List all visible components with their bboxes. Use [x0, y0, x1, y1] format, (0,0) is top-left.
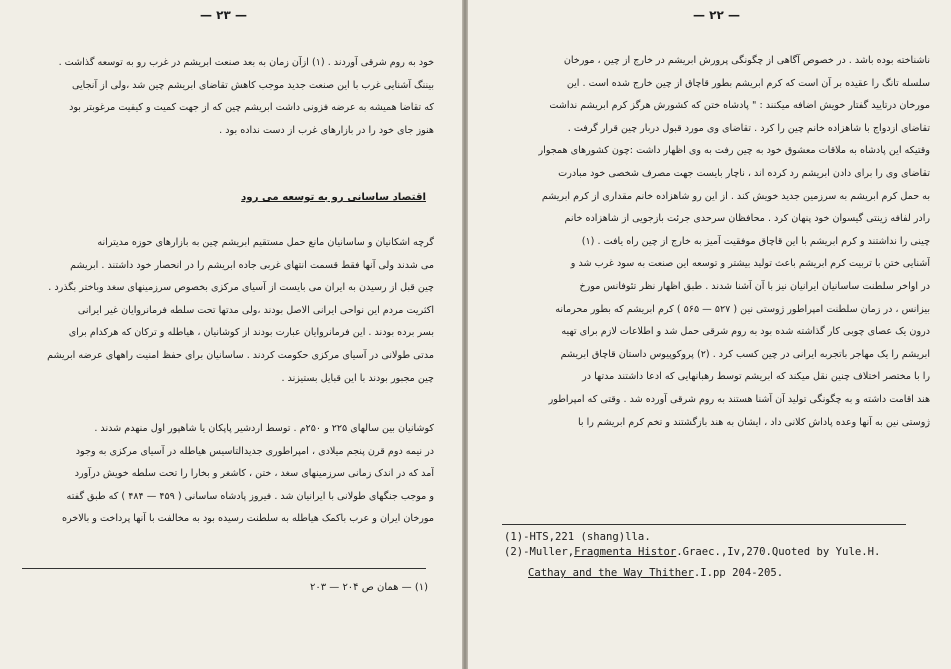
footnote-divider: [22, 568, 426, 569]
text-line: به حمل کرم ابریشم به سرزمین جدید خویش کند . از این رو شاهزاده خانم مقداری از کرم ابریشم: [541, 190, 930, 202]
text-line: ژوستی نین به آنها وعده پاداش کلانی داد ، ایشان به هند بازگشتند و تخم کرم ابریشم را با: [577, 416, 930, 428]
paragraph-central-asia: [14, 232, 434, 390]
text-line: در اواخر سلطنت ساسانیان ایرانیان نیز با آن آشنا شدند . طبق اظهار نظر تئوفانس مورخ: [579, 280, 930, 292]
text-line: گرچه اشکانیان و ساسانیان مانع حمل مستقیم ابریشم چین به بازارهای حوزه مدیترانه: [97, 237, 434, 248]
text-line: می شدند ولی آنها فقط قسمت انتهای غربی جاده ابریشم را در انحصار خود داشتند . ابریشم: [70, 259, 434, 271]
section-heading: اقتصاد ساسانی رو به توسعه می رود: [241, 192, 426, 203]
page-23: [0, 0, 462, 669]
paragraph-silk-smuggling: [492, 50, 930, 434]
text-line: چین قبل از رسیدن به ایران می بایست از آسیای مرکزی بخصوص سرزمینهای سغد وباختر بگذرد .: [48, 282, 434, 294]
footnote-1: (1)-HTS,221 (shang)lla.: [504, 531, 651, 543]
text-line: وقتیکه این پادشاه به ملاقات معشوق خود به چین رفت به وی اظهار داشت :چون کشورهای همجوار: [538, 145, 930, 157]
text-line: مورخان ایران و عرب باکمک هیاطله به سلطنت رسیده بود به مخالفت با آنها پرداخت و بالاخره: [61, 513, 434, 525]
text-line: چینی را نداشتند و کرم ابریشم با این قاچاق موفقیت آمیز به خارج از چین راه یافت . (۱): [581, 235, 930, 247]
text-line: اکثریت مردم این نواحی ایرانی الاصل بودند ،ولی مدتها تحت سلطه فرمانروایان غیر ایرانی: [77, 304, 434, 316]
text-line: آمد که در اندک زمانی سرزمینهای سغد ، ختن ، کاشغر و بخارا را تحت سلطه خویش درآورد: [74, 468, 434, 480]
text-line: ناشناخته بوده باشد . در خصوص آگاهی از چگونگی پرورش ابریشم در خارج از چین ، مورخان: [563, 55, 930, 66]
text-line: سلسله تانگ را عقیده بر آن است که کرم ابریشم بطور قاچاق از چین خارج شده است . این: [566, 77, 930, 89]
text-line: تقاضای وی را برای دادن ابریشم رد کرده اند ، ناچار بایست جهت مصرف شخصی خود مبادرت: [558, 167, 930, 179]
text-line: بیزانس ، در زمان سلطنت امپراطور ژوستی نین ( ۵۲۷ — ۵۶۵ ) کرم ابریشم که بطور محرمانه: [555, 303, 930, 315]
text-line: و موجب جنگهای طولانی با ایرانیان شد . فیروز پادشاه ساسانی ( ۴۵۹ — ۴۸۴ ) که طبق گفته: [66, 490, 434, 502]
footnote-2: [504, 545, 880, 560]
text-line: را با مختصر اختلاف چنین نقل میکند که ابریشم توسط رهبانهایی که ادعا داشتند مدتها در: [582, 371, 930, 383]
text-line: در نیمه دوم قرن پنجم میلادی ، امپراطوری جدیدالتاسیس هیاطله در آسیای مرکزی به وجود: [75, 445, 434, 457]
footnote: (۱) — همان ص ۲۰۴ — ۲۰۳: [309, 582, 428, 593]
footnote-3-title: Cathay and the Way Thither: [528, 567, 694, 579]
text-line: چین مجبور بودند با این قبایل بستیزند .: [281, 372, 434, 384]
footnote-2-continued: [504, 566, 880, 581]
footnotes-english: [504, 530, 880, 581]
text-line: درون یک عصای چوبی کار گذاشته شده بود به روم شرقی حمل شد و اطلاعات لازم برای تهیه: [561, 326, 930, 338]
text-line: بیننگ آشنایی غرب با این صنعت جدید موجب کاهش تقاضای ابریشم چین شد ،ولی از آنجایی: [72, 79, 434, 91]
text-line: رادر لفافه زینتی گیسوان خود پنهان کرد . محافظان سرحدی جرئت بازجویی از شاهزاده خانم: [564, 213, 930, 225]
text-line: مورخان درتایید گفتار خویش اضافه میکنند : " پادشاه ختن که کشورش هرگز کرم ابریشم نداشت: [549, 100, 930, 112]
footnote-2-prefix: (2)-Muller,: [504, 546, 575, 558]
text-line: که تقاضا همیشه به عرضه فزونی داشت ابریشم چین که از جهت کمیت و کیفیت مرغوبتر بود: [69, 102, 434, 114]
text-line: هنوز جای خود را در بازارهای غرب از دست نداده بود .: [219, 124, 434, 136]
paragraph-hephthalites: [14, 418, 434, 531]
footnote-3-suffix: .I.pp 204-205.: [693, 567, 784, 579]
text-line: کوشانیان بین سالهای ۲۲۵ و ۲۵۰م . توسط اردشیر پاپکان یا شاهپور اول منهدم شدند .: [94, 423, 434, 434]
paragraph-silk-in-west: [14, 52, 434, 142]
page-number: — ۲۳ —: [200, 8, 248, 22]
footnote-2-title: Fragmenta Histor: [574, 546, 677, 558]
text-line: هند اقامت داشته و به چگونگی تولید آن آشنا هستند به روم شرقی آورده شد . وقتی که امپراطور: [548, 393, 930, 405]
text-line: تقاضای ازدواج با شاهزاده خانم چین را کرد . تقاضای وی مورد قبول دربار چین قرار گرفت .: [567, 122, 930, 134]
footnote-divider: [502, 524, 906, 525]
text-line: بسر برده بودند . این فرمانروایان عبارت بودند از کوشانیان ، هیاطله و ترکان که هرکدام برای: [68, 327, 434, 339]
page-22: [468, 0, 951, 669]
page-number: — ۲۲ —: [693, 8, 741, 22]
text-line: خود به روم شرقی آوردند . (۱) ازآن زمان به بعد صنعت ابریشم در غرب رو به توسعه گذاشت .: [58, 57, 434, 68]
text-line: مدتی طولانی در آسیای مرکزی حکومت کردند . ساسانیان برای حفظ امنیت راههای عرضه ابریشم: [47, 349, 434, 361]
text-line: آشنایی ختن با تربیت کرم ابریشم باعث تولید بیشتر و توسعه این صنعت به سود غرب شد و: [570, 258, 930, 270]
text-line: ابریشم را یک مهاجر باتجربه ایرانی در چین کسب کرد . (۲) پروکوپیوس داستان قاچاق ابریشم: [560, 348, 930, 360]
footnote-2-suffix: .Graec.,Iv,270.Quoted by Yule.H.: [676, 546, 881, 558]
